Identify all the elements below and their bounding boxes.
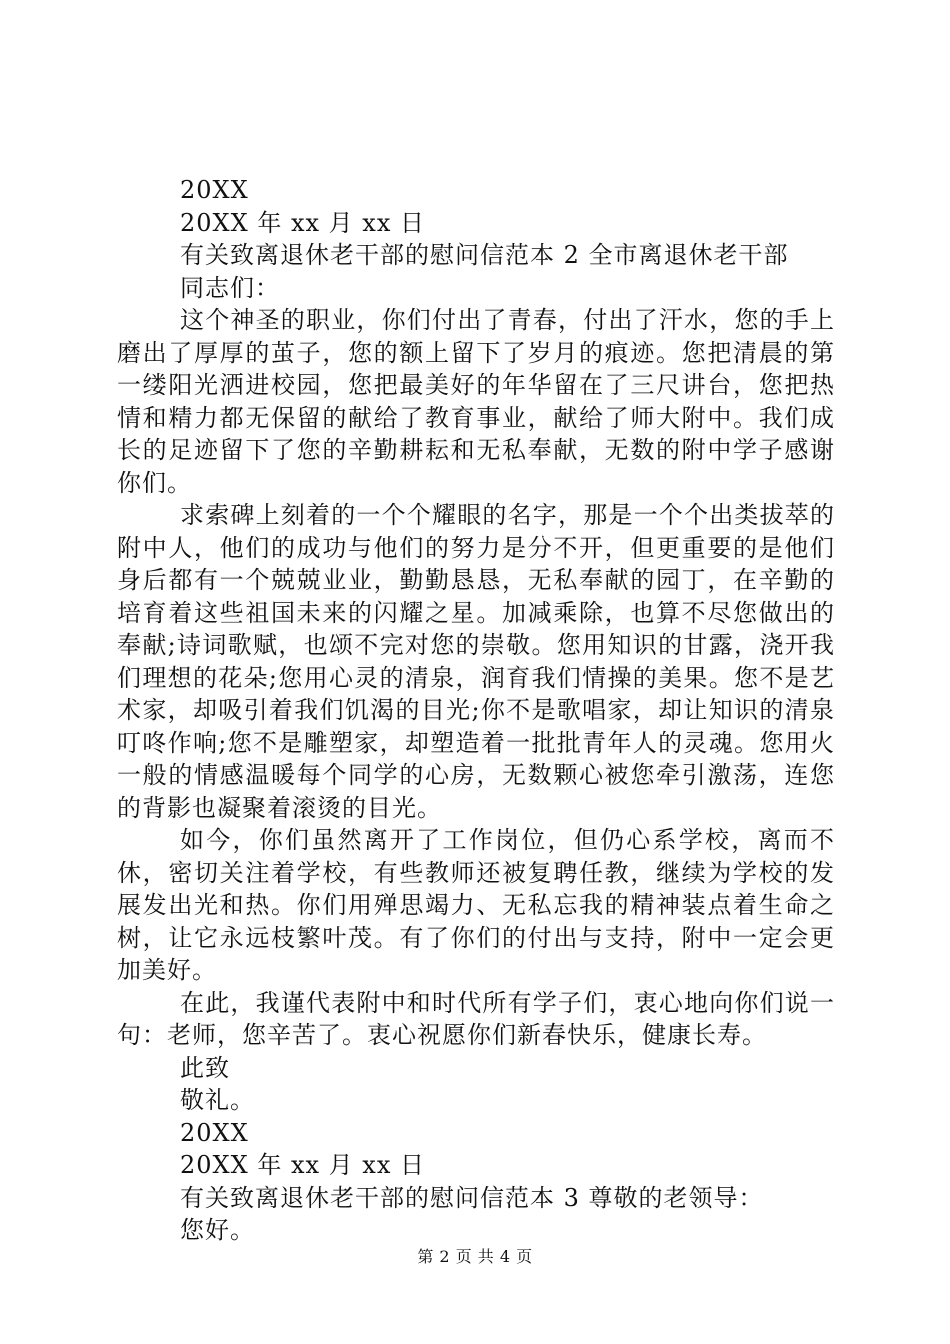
- paragraph-1: 这个神圣的职业，你们付出了青春，付出了汗水，您的手上磨出了厚厚的茧子，您的额上留下了岁月的痕迹。您把清晨的第一缕阳光洒进校园，您把最美好的年华留在了三尺讲台，您把热情和精力都无保留的献给了教育事业，献给了师大附中。我们成长的足迹留下了您的辛勤耕耘和无私奉献，无数的附中学子感谢你们。: [117, 306, 835, 497]
- closing-line-1: 此致: [180, 1053, 230, 1082]
- salutation: 同志们：: [180, 273, 280, 302]
- section-heading-2: 有关致离退休老干部的慰问信范本 2 全市离退休老干部: [180, 241, 789, 269]
- signature-year: 20XX: [180, 176, 249, 204]
- section-heading-3: 有关致离退休老干部的慰问信范本 3 尊敬的老领导：: [180, 1183, 764, 1212]
- paragraph-3: 如今，你们虽然离开了工作岗位，但仍心系学校，离而不休，密切关注着学校，有些教师还被复聘任教，继续为学校的发展发出光和热。你们用殚思竭力、无私忘我的精神装点着生命之树，让它永远枝繁叶茂。有了你们的付出与支持，附中一定会更加美好。: [117, 826, 835, 984]
- signature-year-2: 20XX: [180, 1118, 249, 1147]
- page-footer: 第 2 页 共 4 页: [417, 1247, 533, 1266]
- signature-date: 20XX 年 xx 月 xx 日: [180, 208, 425, 237]
- paragraph-4: 在此，我谨代表附中和时代所有学子们，衷心地向你们说一句：老师，您辛苦了。衷心祝愿你们新春快乐，健康长寿。: [117, 988, 835, 1049]
- greeting: 您好。: [180, 1216, 255, 1244]
- closing-line-2: 敬礼。: [180, 1086, 255, 1114]
- document-body: [117, 174, 835, 1247]
- signature-date-2: 20XX 年 xx 月 xx 日: [180, 1151, 425, 1179]
- paragraph-2: 求索碑上刻着的一个个耀眼的名字，那是一个个出类拔萃的附中人，他们的成功与他们的努力是分不开，但更重要的是他们身后都有一个兢兢业业，勤勤恳恳，无私奉献的园丁，在辛勤的培育着这些祖国未来的闪耀之星。加减乘除，也算不尽您做出的奉献;诗词歌赋，也颂不完对您的崇敬。您用知识的甘露，浇开我们理想的花朵;您用心灵的清泉，润育我们情操的美果。您不是艺术家，却吸引着我们饥渴的目光;你不是歌唱家，却让知识的清泉叮咚作响;您不是雕塑家，却塑造着一批批青年人的灵魂。您用火一般的情感温暖每个同学的心房，无数颗心被您牵引激荡，连您的背影也凝聚着滚烫的目光。: [117, 501, 835, 822]
